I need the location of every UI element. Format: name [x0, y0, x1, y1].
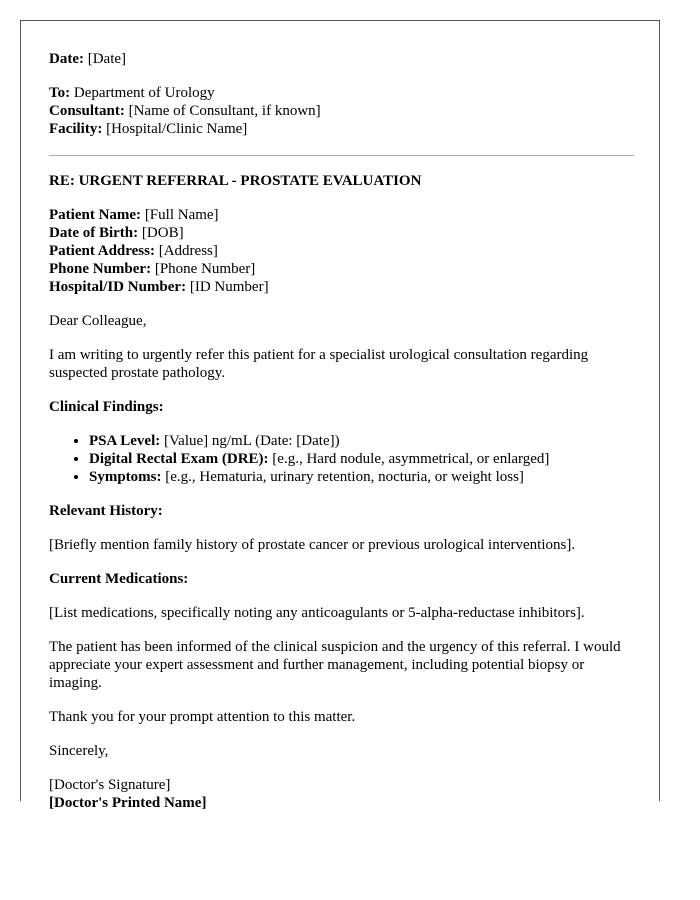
patient-dob-value: [DOB] [141, 225, 184, 241]
date-line [49, 50, 634, 68]
date-value: [Date] [87, 51, 127, 67]
patient-id-value: [ID Number] [189, 279, 269, 295]
history-text: [Briefly mention family history of prostate cancer or previous urological interventions]. [49, 537, 576, 553]
facility-label: Facility: [49, 121, 103, 137]
finding-value: [e.g., Hematuria, urinary retention, nocturia, or weight loss] [165, 469, 524, 485]
patient-dob-label: Date of Birth: [49, 225, 139, 241]
patient-address-value: [Address] [158, 243, 218, 259]
patient-phone-label: Phone Number: [49, 261, 152, 277]
salutation: Dear Colleague, [49, 313, 147, 329]
patient-name-label: Patient Name: [49, 207, 142, 223]
facility-line [49, 120, 634, 138]
patient-dob-line [49, 224, 634, 242]
thanks-line: Thank you for your prompt attention to this matter. [49, 709, 356, 725]
patient-id-line [49, 278, 634, 296]
patient-name-value: [Full Name] [144, 207, 219, 223]
patient-phone-line [49, 260, 634, 278]
finding-dre [89, 450, 634, 468]
header-divider [49, 155, 634, 156]
finding-psa [89, 432, 634, 450]
findings-list [49, 432, 634, 486]
medications-text: [List medications, specifically noting any anticoagulants or 5-alpha-reductase inhibitors]. [49, 605, 585, 621]
finding-symptoms [89, 468, 634, 486]
to-value: Department of Urology [73, 85, 215, 101]
finding-value: [Value] ng/mL (Date: [Date]) [164, 433, 340, 449]
finding-label: Symptoms: [89, 469, 162, 485]
medications-heading: Current Medications: [49, 571, 189, 587]
to-line [49, 84, 634, 102]
facility-value: [Hospital/Clinic Name] [106, 121, 248, 137]
subject-line: RE: URGENT REFERRAL - PROSTATE EVALUATION [49, 173, 422, 189]
sign-off: Sincerely, [49, 743, 109, 759]
patient-name-line [49, 206, 634, 224]
finding-value: [e.g., Hard nodule, asymmetrical, or enlarged] [272, 451, 550, 467]
consultant-line [49, 102, 634, 120]
to-label: To: [49, 85, 71, 101]
clinical-findings-heading: Clinical Findings: [49, 399, 164, 415]
patient-id-label: Hospital/ID Number: [49, 279, 187, 295]
finding-label: Digital Rectal Exam (DRE): [89, 451, 269, 467]
letter-page [20, 20, 660, 811]
signature-placeholder: [Doctor's Signature] [49, 777, 171, 793]
date-label: Date: [49, 51, 84, 67]
letter-content [49, 50, 634, 812]
closing-paragraph: The patient has been informed of the clinical suspicion and the urgency of this referral. I would appreciate your expert assessment and further management, including potential biopsy or imaging. [49, 639, 621, 691]
printed-name: [Doctor's Printed Name] [49, 795, 207, 811]
finding-label: PSA Level: [89, 433, 161, 449]
patient-phone-value: [Phone Number] [154, 261, 256, 277]
consultant-value: [Name of Consultant, if known] [128, 103, 321, 119]
consultant-label: Consultant: [49, 103, 125, 119]
patient-address-label: Patient Address: [49, 243, 155, 259]
intro-paragraph: I am writing to urgently refer this patient for a specialist urological consultation regarding suspected prostate pathology. [49, 347, 589, 381]
history-heading: Relevant History: [49, 503, 163, 519]
patient-address-line [49, 242, 634, 260]
